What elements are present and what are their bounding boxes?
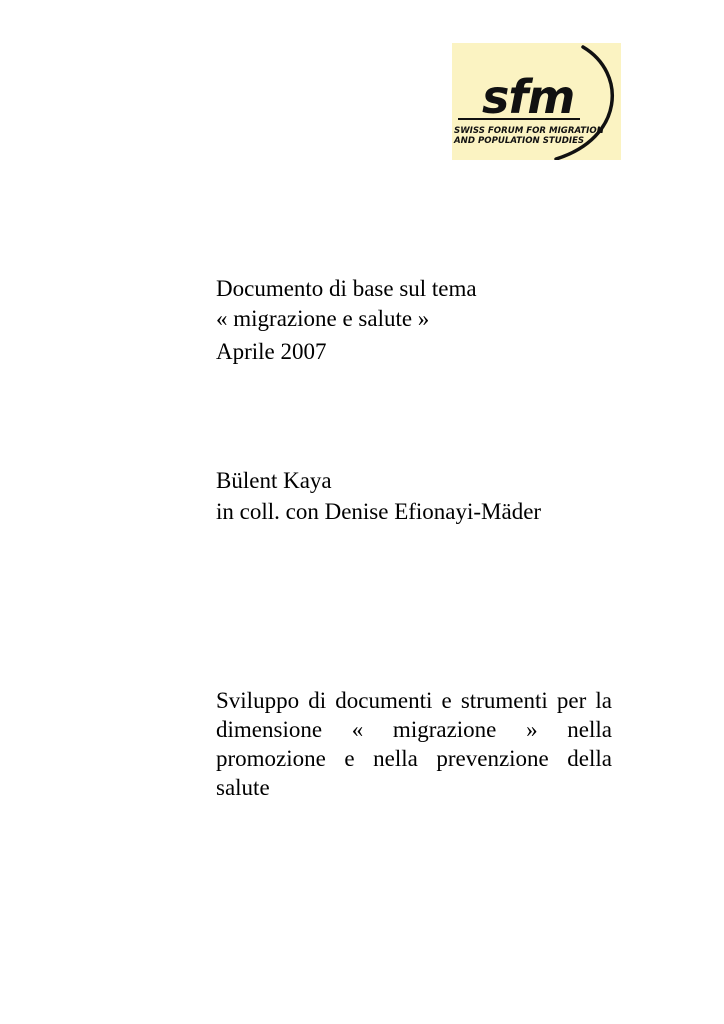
logo-wordmark: sfm [482,70,575,124]
document-title [216,274,612,367]
author-block [216,466,612,527]
collaborator-line: in coll. con Denise Efionayi-Mäder [216,499,542,524]
sfm-logo [452,43,621,160]
author-name: Bülent Kaya [216,468,332,493]
logo-tagline-line2: AND POPULATION STUDIES [454,136,585,146]
title-line-1: Documento di base sul tema [216,276,477,301]
subject-block [216,686,612,802]
document-date: Aprile 2007 [216,339,327,364]
logo-tagline-line1: SWISS FORUM FOR MIGRATION [454,126,604,136]
subject-text: Sviluppo di documenti e strumenti per la dimensione « migrazione » nella promozione e nella prevenzione della salute [216,688,612,800]
sfm-logo-graphic [452,43,621,160]
title-line-2: « migrazione e salute » [216,306,430,331]
